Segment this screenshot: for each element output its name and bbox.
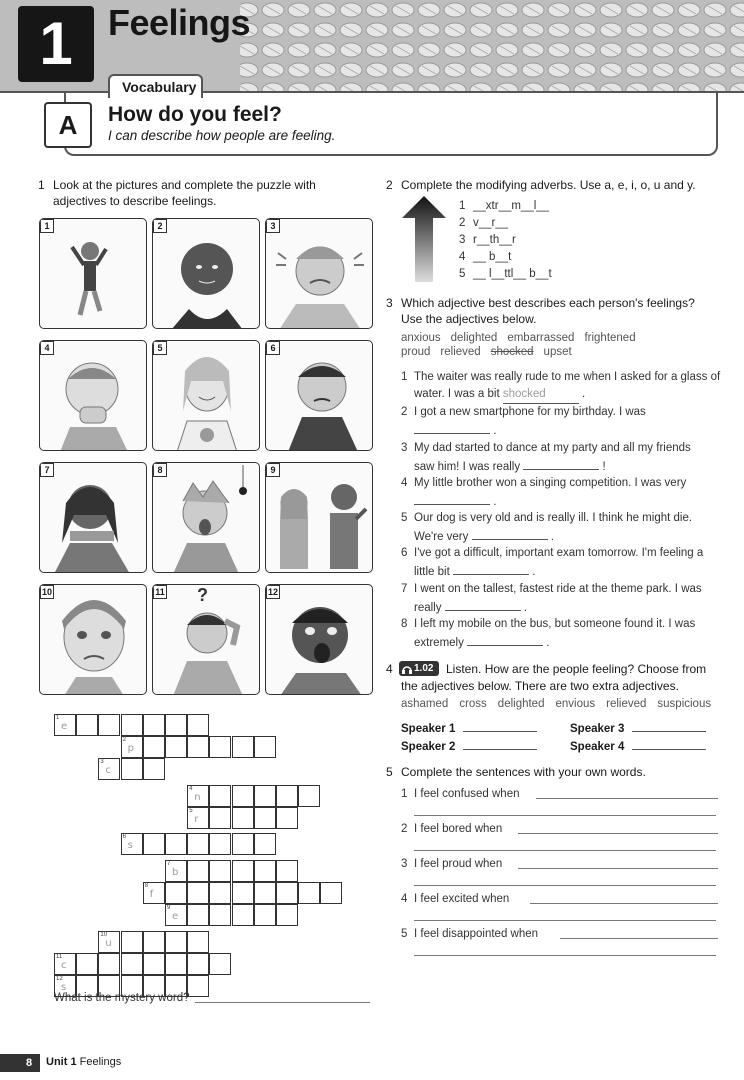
sentence-text: saw him! I was really xyxy=(414,461,524,473)
word-bank-item: shocked xyxy=(490,346,534,358)
crossword-cell[interactable] xyxy=(209,807,231,829)
item-number: 7 xyxy=(401,583,408,595)
crossword-cell[interactable] xyxy=(276,860,298,882)
exercise-number: 1 xyxy=(38,178,45,192)
picture-10 xyxy=(39,584,147,695)
crossword-cell[interactable] xyxy=(209,904,231,926)
clue-first-letter: c xyxy=(105,765,111,777)
adverb-item[interactable] xyxy=(459,266,552,283)
answer-line[interactable] xyxy=(518,868,718,869)
picture-7 xyxy=(39,462,147,573)
answer-blank[interactable] xyxy=(472,527,548,540)
sentence-text: little bit xyxy=(414,566,453,578)
sentence-text: I went on the tallest, fastest ride at the theme park. I was xyxy=(414,583,702,595)
audio-track-badge[interactable] xyxy=(399,661,439,676)
person-illustration xyxy=(40,219,147,329)
crossword-cell[interactable] xyxy=(254,860,276,882)
crossword-cell[interactable] xyxy=(76,953,98,975)
sentence-text: My dad started to dance at my party and all my friends xyxy=(414,442,691,454)
exercise-number: 5 xyxy=(386,765,393,779)
crossword-cell[interactable] xyxy=(187,904,209,926)
item-number: 3 xyxy=(401,442,408,454)
arrow-up-icon xyxy=(400,196,448,282)
answer-blank[interactable] xyxy=(445,598,521,611)
clue-first-letter: s xyxy=(127,840,133,852)
speaker-row xyxy=(401,720,537,735)
picture-number: 10 xyxy=(41,587,52,597)
clue-number: 9 xyxy=(167,905,171,912)
picture-number: 5 xyxy=(153,341,167,355)
clue-first-letter: e xyxy=(61,721,68,732)
sentence-continuation xyxy=(414,598,527,617)
exercise-instruction: the adjectives below. There are two extra adjectives. xyxy=(401,679,679,693)
sentence-text: My little brother won a singing competition. I was very xyxy=(414,477,687,489)
picture-number: 9 xyxy=(266,463,280,477)
crossword-cell[interactable] xyxy=(98,758,120,780)
crossword-cell[interactable] xyxy=(187,975,209,997)
crossword-cell[interactable] xyxy=(121,833,143,855)
picture-number: 7 xyxy=(40,463,54,477)
crossword-cell[interactable] xyxy=(298,882,320,904)
answer-blank[interactable] xyxy=(463,738,537,750)
sentence-text: Our dog is very old and is really ill. I think he might die. xyxy=(414,512,693,524)
crossword-cell[interactable] xyxy=(209,833,231,855)
crossword-cell[interactable] xyxy=(232,807,254,829)
instruction-line: Which adjective best describes each person's feelings? xyxy=(401,296,695,310)
picture-number: 3 xyxy=(266,219,280,233)
adverb-item[interactable] xyxy=(459,198,549,215)
answer-line[interactable] xyxy=(518,833,718,834)
word-bank-item: anxious xyxy=(401,332,441,344)
exercise-instruction xyxy=(401,295,695,327)
item-number: 3 xyxy=(459,234,466,246)
crossword-cell[interactable] xyxy=(98,714,120,736)
crossword-cell[interactable] xyxy=(209,882,231,904)
sentence-text: water. I was a bit xyxy=(414,388,503,400)
crossword-cell[interactable] xyxy=(232,833,254,855)
clue-first-letter: n xyxy=(194,791,201,803)
crossword-cell[interactable] xyxy=(187,833,209,855)
sentence-continuation xyxy=(414,386,585,404)
answer-blank[interactable] xyxy=(523,457,599,470)
instruction-line: Look at the pictures and complete the puzzle with xyxy=(53,178,316,192)
sentence-continuation xyxy=(414,457,606,476)
instruction-line: Use the adjectives below. xyxy=(401,312,537,326)
picture-9 xyxy=(265,462,373,573)
crossword-cell[interactable] xyxy=(254,807,276,829)
clue-number: 1 xyxy=(56,715,60,721)
word-bank-item: cross xyxy=(459,698,487,710)
crossword-cell[interactable] xyxy=(54,953,76,975)
speaker-row xyxy=(401,738,537,753)
crossword-cell[interactable] xyxy=(187,714,209,736)
word-bank-item: ashamed xyxy=(401,698,449,710)
speaker-label: Speaker 3 xyxy=(570,723,625,735)
item-number: 4 xyxy=(401,893,408,905)
person-illustration xyxy=(153,463,260,573)
crossword-cell[interactable] xyxy=(187,953,209,975)
answer-line[interactable] xyxy=(414,955,716,956)
clue-first-letter: f xyxy=(149,888,154,900)
clue-number: 7 xyxy=(167,860,171,867)
adverb-gapped: __ b__t xyxy=(473,251,512,263)
item-number: 5 xyxy=(401,928,408,940)
unit-number-badge: 1 xyxy=(18,6,94,82)
crossword-cell[interactable] xyxy=(143,882,165,904)
crossword-cell[interactable] xyxy=(143,953,165,975)
lesson-subtitle: I can describe how people are feeling. xyxy=(108,128,336,143)
sentence-stem: I feel confused when xyxy=(414,788,520,800)
answer-blank[interactable]: shocked xyxy=(503,386,579,404)
crossword-cell[interactable] xyxy=(165,714,187,736)
picture-6 xyxy=(265,340,373,451)
mystery-word-answer-line[interactable] xyxy=(195,1002,370,1003)
answer-blank[interactable] xyxy=(414,421,490,434)
answer-line[interactable] xyxy=(414,885,716,886)
clue-number: 2 xyxy=(122,737,126,744)
crossword-cell[interactable] xyxy=(165,904,187,926)
crossword-cell[interactable] xyxy=(276,785,298,807)
clue-first-letter: u xyxy=(105,937,112,949)
crossword-cell[interactable] xyxy=(143,931,165,953)
person-illustration xyxy=(153,585,260,695)
sentence-text: We're very xyxy=(414,531,472,543)
sentence-continuation xyxy=(414,527,554,546)
sentence-text: extremely xyxy=(414,637,468,649)
sentence-punctuation: . xyxy=(529,566,536,578)
crossword-cell[interactable] xyxy=(209,953,231,975)
crossword-cell[interactable] xyxy=(254,882,276,904)
audio-track-number: 1.02 xyxy=(414,663,434,674)
answer-line[interactable] xyxy=(414,920,716,921)
picture-8 xyxy=(152,462,260,573)
clue-number: 3 xyxy=(100,759,104,766)
crossword-cell[interactable] xyxy=(187,807,209,829)
person-illustration xyxy=(153,341,260,451)
sentence-continuation xyxy=(414,562,535,581)
adverb-gapped: r__th__r xyxy=(473,234,516,246)
sentence-punctuation: . xyxy=(520,602,528,614)
adverb-item[interactable] xyxy=(459,249,511,266)
word-bank-item: envious xyxy=(555,698,596,710)
clue-first-letter: s xyxy=(61,981,67,993)
word-bank-item: upset xyxy=(543,346,572,358)
crossword-cell[interactable] xyxy=(143,714,165,736)
person-illustration xyxy=(40,341,147,451)
sentence-punctuation: . xyxy=(543,637,550,649)
answer-blank[interactable] xyxy=(467,633,543,646)
word-bank-item: relieved xyxy=(440,346,481,358)
clue-number: 10 xyxy=(100,931,108,938)
answer-line[interactable] xyxy=(414,815,716,816)
answer-line[interactable] xyxy=(560,938,718,939)
picture-number: 2 xyxy=(153,219,167,233)
picture-12 xyxy=(265,584,373,695)
sentence-continuation xyxy=(414,492,496,511)
crossword-cell[interactable] xyxy=(165,953,187,975)
clue-number: 6 xyxy=(122,834,126,841)
sentence-punctuation: . xyxy=(578,388,586,400)
clue-number: 12 xyxy=(56,975,63,982)
crossword-cell[interactable] xyxy=(121,931,143,953)
adverb-gapped: __ l__ttl__ b__t xyxy=(473,268,552,280)
crossword-cell[interactable] xyxy=(232,785,254,807)
crossword-cell[interactable] xyxy=(165,931,187,953)
picture-number: 8 xyxy=(153,463,167,477)
exercise-instruction: Complete the sentences with your own words. xyxy=(401,765,646,779)
item-number: 1 xyxy=(401,788,408,800)
sentence-stem: I feel disappointed when xyxy=(414,928,539,940)
picture-4 xyxy=(39,340,147,451)
crossword-cell[interactable] xyxy=(76,714,98,736)
sentence-punctuation: . xyxy=(547,531,554,543)
clue-first-letter: b xyxy=(172,866,179,878)
picture-number: 4 xyxy=(40,341,54,355)
crossword-cell[interactable] xyxy=(254,736,276,758)
item-number: 4 xyxy=(459,251,466,263)
item-number: 2 xyxy=(401,406,408,418)
sentence-stem: I feel proud when xyxy=(414,858,503,870)
item-number: 1 xyxy=(401,371,408,383)
sentence-punctuation: ! xyxy=(599,461,606,473)
adverb-gapped: v__r__ xyxy=(473,217,509,229)
exercise-instruction: Complete the modifying adverbs. Use a, e, i, o, u and y. xyxy=(401,178,696,192)
exercise-instruction xyxy=(53,177,373,209)
item-number: 8 xyxy=(401,618,408,630)
answer-blank[interactable] xyxy=(463,720,537,732)
crossword-cell[interactable] xyxy=(143,736,165,758)
clue-number: 4 xyxy=(189,785,193,792)
crossword-cell[interactable] xyxy=(209,785,231,807)
exercise-number: 3 xyxy=(386,296,393,310)
sentence-continuation xyxy=(414,421,496,440)
answer-blank[interactable] xyxy=(453,562,529,575)
crossword-cell[interactable] xyxy=(165,833,187,855)
speaker-label: Speaker 1 xyxy=(401,723,456,735)
crossword-cell[interactable] xyxy=(165,860,187,882)
clue-number: 11 xyxy=(56,953,63,960)
crossword-cell[interactable] xyxy=(254,785,276,807)
crossword-cell[interactable] xyxy=(187,860,209,882)
item-number: 2 xyxy=(401,823,408,835)
sentence-text: I've got a difficult, important exam tomorrow. I'm feeling a xyxy=(414,547,704,559)
speaker-label: Speaker 2 xyxy=(401,741,456,753)
crossword-cell[interactable] xyxy=(121,758,143,780)
speaker-row xyxy=(570,738,706,753)
sentence-text: I left my mobile on the bus, but someone found it. I was xyxy=(414,618,696,630)
answer-line[interactable] xyxy=(536,798,718,799)
picture-11 xyxy=(152,584,260,695)
lesson-title: How do you feel? xyxy=(108,103,282,126)
person-illustration xyxy=(266,219,373,329)
item-number: 3 xyxy=(401,858,408,870)
clue-first-letter: c xyxy=(61,959,67,971)
word-bank-item: suspicious xyxy=(657,698,712,710)
picture-3 xyxy=(265,218,373,329)
word-bank xyxy=(401,698,711,710)
picture-number: 6 xyxy=(266,341,280,355)
clue-first-letter: r xyxy=(194,813,199,825)
crossword-cell[interactable] xyxy=(276,882,298,904)
crossword-cell[interactable] xyxy=(298,785,320,807)
word-bank-item: embarrassed xyxy=(507,332,575,344)
crossword-cell[interactable] xyxy=(232,860,254,882)
item-number: 5 xyxy=(459,268,466,280)
crossword-cell[interactable] xyxy=(143,758,165,780)
speaker-label: Speaker 4 xyxy=(570,741,625,753)
crossword-cell[interactable] xyxy=(254,833,276,855)
crossword-cell[interactable] xyxy=(98,953,120,975)
svg-text:?: ? xyxy=(197,585,208,605)
speaker-row xyxy=(570,720,706,735)
crossword-cell[interactable] xyxy=(98,931,120,953)
sentence-text: The waiter was really rude to me when I asked for a glass of xyxy=(414,371,721,383)
adverb-gapped: __xtr__m__l__ xyxy=(473,200,550,212)
clue-first-letter: p xyxy=(127,743,134,755)
crossword-cell[interactable] xyxy=(187,736,209,758)
word-bank-item: frightened xyxy=(584,332,636,344)
crossword-cell[interactable] xyxy=(121,736,143,758)
picture-number: 11 xyxy=(153,585,167,599)
person-illustration xyxy=(266,463,373,573)
lesson-letter: A xyxy=(44,102,92,148)
item-number: 4 xyxy=(401,477,408,489)
picture-1 xyxy=(39,218,147,329)
footer-unit-name: Feelings xyxy=(79,1056,122,1068)
crossword-cell[interactable] xyxy=(121,953,143,975)
headphones-icon xyxy=(401,663,413,674)
sentence-stem: I feel bored when xyxy=(414,823,503,835)
answer-blank[interactable] xyxy=(414,492,490,505)
answer-line[interactable] xyxy=(530,903,718,904)
person-illustration xyxy=(40,463,147,573)
crossword-cell[interactable] xyxy=(254,904,276,926)
crossword-cell[interactable] xyxy=(54,714,76,736)
footer-label xyxy=(46,1056,121,1068)
adverb-item[interactable] xyxy=(459,232,516,249)
word-bank-item: proud xyxy=(401,346,431,358)
picture-2 xyxy=(152,218,260,329)
item-number: 5 xyxy=(401,512,408,524)
section-tab: Vocabulary xyxy=(108,74,203,98)
crossword-cell[interactable] xyxy=(209,860,231,882)
exercise-number: 4 xyxy=(386,662,393,676)
crossword-cell[interactable] xyxy=(165,882,187,904)
sentence-text: I got a new smartphone for my birthday. I was xyxy=(414,406,646,418)
exercise-number: 2 xyxy=(386,178,393,192)
item-number: 6 xyxy=(401,547,408,559)
item-number: 2 xyxy=(459,217,466,229)
answer-line[interactable] xyxy=(414,850,716,851)
picture-number: 12 xyxy=(267,587,278,597)
sentence-text: really xyxy=(414,602,445,614)
clue-first-letter: e xyxy=(172,911,179,923)
answer-blank[interactable] xyxy=(632,738,706,750)
picture-number: 1 xyxy=(40,219,54,233)
crossword-cell[interactable] xyxy=(187,785,209,807)
word-bank-item: delighted xyxy=(450,332,498,344)
sentence-punctuation: . xyxy=(490,425,497,437)
sentence-punctuation: . xyxy=(490,496,497,508)
mystery-word-label: What is the mystery word? xyxy=(54,992,190,1004)
word-bank-item: delighted xyxy=(497,698,545,710)
adverb-item[interactable] xyxy=(459,215,508,232)
crossword-cell[interactable] xyxy=(276,807,298,829)
sentence-continuation xyxy=(414,633,549,652)
word-bank-item: relieved xyxy=(606,698,647,710)
crossword-cell[interactable] xyxy=(165,736,187,758)
crossword-cell[interactable] xyxy=(232,882,254,904)
instruction-line: adjectives to describe feelings. xyxy=(53,194,217,208)
crossword-cell[interactable] xyxy=(276,904,298,926)
picture-5 xyxy=(152,340,260,451)
crossword-cell[interactable] xyxy=(121,714,143,736)
person-illustration xyxy=(266,341,373,451)
word-bank xyxy=(401,332,636,358)
crossword-cell[interactable] xyxy=(320,882,342,904)
unit-title: Feelings xyxy=(108,2,251,43)
crossword-cell[interactable] xyxy=(232,904,254,926)
person-illustration xyxy=(153,219,260,329)
person-illustration xyxy=(266,585,373,695)
crossword-cell[interactable] xyxy=(187,931,209,953)
exercise-instruction: Listen. How are the people feeling? Choose from xyxy=(446,662,707,676)
footer-unit: Unit 1 xyxy=(46,1056,77,1068)
crossword-cell[interactable] xyxy=(209,736,231,758)
page-number: 8 xyxy=(26,1057,33,1069)
crossword-cell[interactable] xyxy=(143,833,165,855)
crossword-cell[interactable] xyxy=(187,882,209,904)
sentence-stem: I feel excited when xyxy=(414,893,510,905)
crossword-cell[interactable] xyxy=(232,736,254,758)
person-illustration xyxy=(40,585,147,695)
clue-number: 8 xyxy=(144,882,149,889)
answer-blank[interactable] xyxy=(632,720,706,732)
clue-number: 5 xyxy=(189,807,193,814)
item-number: 1 xyxy=(459,200,466,212)
